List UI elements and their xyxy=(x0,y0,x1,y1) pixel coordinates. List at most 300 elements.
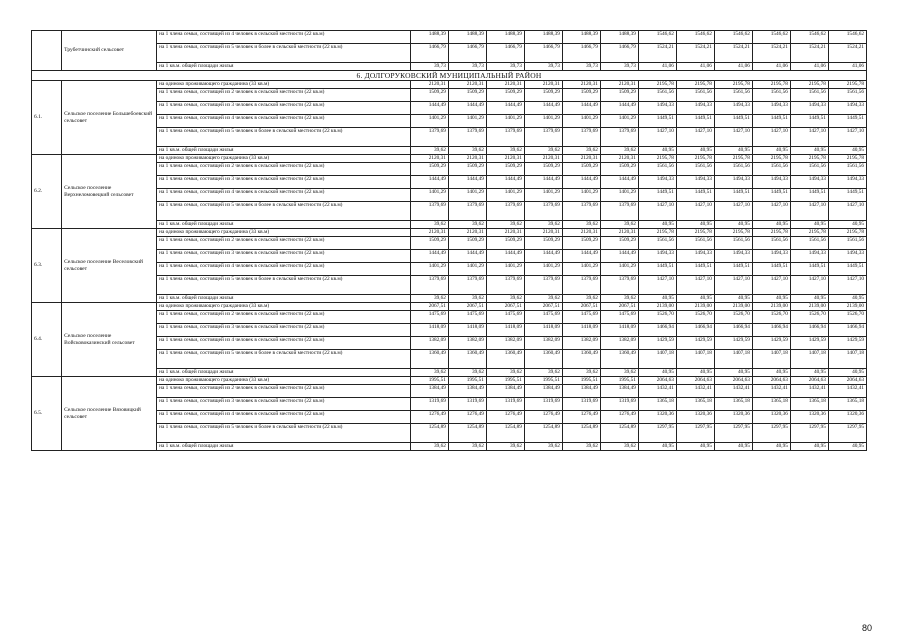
value-cell: 1384,49 xyxy=(486,385,524,398)
value-cell: 1494,33 xyxy=(638,250,676,263)
value-cell: 1444,49 xyxy=(448,176,486,189)
value-cell: 1546,62 xyxy=(676,31,714,44)
value-cell: 1427,10 xyxy=(714,128,752,147)
value-cell: 1561,56 xyxy=(638,89,676,102)
value-cell: 1429,59 xyxy=(676,337,714,350)
value-cell: 1379,69 xyxy=(562,128,600,147)
value-cell: 1432,41 xyxy=(714,385,752,398)
value-cell: 39,62 xyxy=(562,443,600,451)
value-cell: 1488,39 xyxy=(486,31,524,44)
value-cell: 1382,09 xyxy=(562,337,600,350)
value-cell: 2139,00 xyxy=(790,303,828,311)
value-cell: 39,62 xyxy=(410,369,448,377)
value-cell: 1407,18 xyxy=(828,350,866,369)
value-cell: 2064,63 xyxy=(790,377,828,385)
indicator-cell: на 1 члена семьи, состоящей из 4 человек в сельской местности (22 кв.м) xyxy=(157,189,411,202)
indicator-cell: на 1 кв.м. общей площади жилья xyxy=(157,295,411,303)
value-cell: 2120,31 xyxy=(486,229,524,237)
value-cell: 40,95 xyxy=(638,443,676,451)
value-cell: 1427,10 xyxy=(828,202,866,221)
indicator-cell: на 1 члена семьи, состоящей из 2 человек в сельской местности (22 кв.м) xyxy=(157,311,411,324)
value-cell: 40,95 xyxy=(676,369,714,377)
value-cell: 1444,49 xyxy=(410,250,448,263)
value-cell: 1401,29 xyxy=(524,115,562,128)
value-cell: 1401,29 xyxy=(486,189,524,202)
value-cell: 1494,33 xyxy=(676,176,714,189)
value-cell: 1379,69 xyxy=(410,276,448,295)
value-cell: 1365,18 xyxy=(828,398,866,411)
value-cell: 1429,59 xyxy=(714,337,752,350)
value-cell: 1379,69 xyxy=(486,202,524,221)
value-cell: 1379,69 xyxy=(600,128,638,147)
value-cell: 39,62 xyxy=(486,295,524,303)
value-cell: 1449,51 xyxy=(752,115,790,128)
section-header-row xyxy=(32,71,867,81)
value-cell: 1466,94 xyxy=(752,324,790,337)
value-cell: 39,73 xyxy=(410,63,448,71)
value-cell: 2120,31 xyxy=(486,155,524,163)
value-cell: 1526,70 xyxy=(790,311,828,324)
table-row xyxy=(32,89,867,102)
value-cell: 1494,33 xyxy=(790,102,828,115)
indicator-cell: на 1 члена семьи, состоящей из 4 человек в сельской местности (22 кв.м) xyxy=(157,263,411,276)
value-cell: 1384,49 xyxy=(524,385,562,398)
value-cell: 2120,31 xyxy=(562,81,600,89)
value-cell: 1444,49 xyxy=(524,176,562,189)
value-cell: 1509,29 xyxy=(486,89,524,102)
value-cell: 1444,49 xyxy=(486,176,524,189)
value-cell: 39,73 xyxy=(448,63,486,71)
value-cell: 40,95 xyxy=(676,443,714,451)
value-cell: 2120,31 xyxy=(562,155,600,163)
indicator-cell: на одиноко проживающего гражданина (33 кв.м) xyxy=(157,155,411,163)
indicator-cell: на 1 члена семьи, состоящей из 4 человек в сельской местности (22 кв.м) xyxy=(157,115,411,128)
value-cell: 1401,29 xyxy=(600,263,638,276)
value-cell: 1418,09 xyxy=(410,324,448,337)
value-cell: 1401,29 xyxy=(562,263,600,276)
value-cell: 1475,69 xyxy=(448,311,486,324)
value-cell: 1401,29 xyxy=(448,263,486,276)
value-cell: 1418,09 xyxy=(448,324,486,337)
value-cell: 1524,21 xyxy=(676,44,714,63)
value-cell: 39,62 xyxy=(448,369,486,377)
value-cell: 41,06 xyxy=(676,63,714,71)
value-cell: 1488,39 xyxy=(410,31,448,44)
value-cell: 40,95 xyxy=(828,369,866,377)
value-cell: 1509,29 xyxy=(600,89,638,102)
value-cell: 1401,29 xyxy=(562,115,600,128)
value-cell: 40,95 xyxy=(714,147,752,155)
value-cell: 1449,51 xyxy=(676,263,714,276)
value-cell: 1466,94 xyxy=(790,324,828,337)
value-cell: 1319,69 xyxy=(448,398,486,411)
value-cell: 2195,78 xyxy=(638,229,676,237)
value-cell: 1475,69 xyxy=(486,311,524,324)
value-cell: 1379,69 xyxy=(524,202,562,221)
value-cell: 40,95 xyxy=(714,369,752,377)
value-cell: 1444,49 xyxy=(600,250,638,263)
value-cell: 1360,49 xyxy=(562,350,600,369)
value-cell: 2120,31 xyxy=(524,155,562,163)
value-cell: 2139,00 xyxy=(676,303,714,311)
value-cell: 1995,51 xyxy=(600,377,638,385)
indicator-cell: на 1 кв.м. общей площади жилья xyxy=(157,63,411,71)
value-cell: 1297,95 xyxy=(790,424,828,443)
value-cell: 40,95 xyxy=(790,295,828,303)
value-cell: 39,62 xyxy=(448,147,486,155)
value-cell: 1509,29 xyxy=(410,89,448,102)
value-cell: 40,95 xyxy=(790,369,828,377)
value-cell: 1297,95 xyxy=(752,424,790,443)
value-cell: 1365,18 xyxy=(638,398,676,411)
table-row xyxy=(32,250,867,263)
value-cell: 1320,36 xyxy=(676,411,714,424)
value-cell: 1365,18 xyxy=(790,398,828,411)
value-cell: 1561,56 xyxy=(714,163,752,176)
value-cell: 1444,49 xyxy=(524,250,562,263)
value-cell: 1254,89 xyxy=(600,424,638,443)
value-cell: 1494,33 xyxy=(676,102,714,115)
value-cell: 1449,51 xyxy=(790,189,828,202)
value-cell: 1418,09 xyxy=(600,324,638,337)
value-cell: 1379,69 xyxy=(524,276,562,295)
value-cell: 1466,94 xyxy=(828,324,866,337)
indicator-cell: на 1 члена семьи, состоящей из 3 человек в сельской местности (22 кв.м) xyxy=(157,324,411,337)
value-cell: 1254,89 xyxy=(448,424,486,443)
value-cell: 40,95 xyxy=(828,443,866,451)
value-cell: 1401,29 xyxy=(410,115,448,128)
value-cell: 1509,29 xyxy=(410,163,448,176)
value-cell: 1561,56 xyxy=(828,163,866,176)
value-cell: 1382,09 xyxy=(524,337,562,350)
value-cell: 2120,31 xyxy=(600,81,638,89)
value-cell: 1561,56 xyxy=(714,89,752,102)
indicator-cell: на 1 члена семьи, состоящей из 5 человек и более в сельской местности (22 кв.м) xyxy=(157,424,411,443)
value-cell: 39,73 xyxy=(524,63,562,71)
value-cell: 1444,49 xyxy=(600,176,638,189)
value-cell: 1418,09 xyxy=(486,324,524,337)
value-cell: 1466,94 xyxy=(676,324,714,337)
value-cell: 1407,18 xyxy=(790,350,828,369)
value-cell: 1379,69 xyxy=(562,202,600,221)
value-cell: 1561,56 xyxy=(676,163,714,176)
value-cell: 1494,33 xyxy=(828,250,866,263)
value-cell: 2120,31 xyxy=(448,229,486,237)
value-cell: 39,62 xyxy=(600,369,638,377)
value-cell: 2195,78 xyxy=(676,229,714,237)
value-cell: 1365,18 xyxy=(714,398,752,411)
settlement-number: 6.1. xyxy=(32,81,62,155)
indicator-cell: на 1 члена семьи, состоящей из 3 человек в сельской местности (22 кв.м) xyxy=(157,398,411,411)
value-cell: 1401,29 xyxy=(600,115,638,128)
value-cell: 40,95 xyxy=(752,295,790,303)
value-cell: 1526,70 xyxy=(752,311,790,324)
value-cell: 1360,49 xyxy=(410,350,448,369)
value-cell: 40,95 xyxy=(790,147,828,155)
value-cell: 2064,63 xyxy=(714,377,752,385)
value-cell: 39,62 xyxy=(448,221,486,229)
value-cell: 1524,21 xyxy=(714,44,752,63)
value-cell: 1475,69 xyxy=(562,311,600,324)
indicator-cell: на 1 члена семьи, состоящей из 2 человек в сельской местности (22 кв.м) xyxy=(157,89,411,102)
value-cell: 39,62 xyxy=(524,369,562,377)
value-cell: 1561,56 xyxy=(828,89,866,102)
table-row xyxy=(32,128,867,147)
value-cell: 39,62 xyxy=(410,147,448,155)
value-cell: 1466,79 xyxy=(600,44,638,63)
table-row xyxy=(32,295,867,303)
value-cell: 39,73 xyxy=(486,63,524,71)
value-cell: 1401,29 xyxy=(486,115,524,128)
value-cell: 2195,78 xyxy=(638,155,676,163)
value-cell: 1449,51 xyxy=(638,263,676,276)
value-cell: 40,95 xyxy=(752,369,790,377)
table-row xyxy=(32,424,867,443)
value-cell: 1509,29 xyxy=(562,89,600,102)
table-row xyxy=(32,263,867,276)
value-cell: 1319,69 xyxy=(600,398,638,411)
table-row xyxy=(32,369,867,377)
value-cell: 1365,18 xyxy=(676,398,714,411)
value-cell: 1494,33 xyxy=(828,176,866,189)
value-cell: 2064,63 xyxy=(638,377,676,385)
value-cell: 1449,51 xyxy=(790,263,828,276)
indicator-cell: на 1 члена семьи, состоящей из 5 человек и более в сельской местности (22 кв.м) xyxy=(157,276,411,295)
indicator-cell: на 1 члена семьи, состоящей из 2 человек в сельской местности (22 кв.м) xyxy=(157,385,411,398)
value-cell: 1995,51 xyxy=(448,377,486,385)
value-cell: 1427,10 xyxy=(828,128,866,147)
value-cell: 1466,79 xyxy=(410,44,448,63)
value-cell: 1401,29 xyxy=(410,189,448,202)
value-cell: 1254,89 xyxy=(562,424,600,443)
indicator-cell: на 1 кв.м. общей площади жилья xyxy=(157,147,411,155)
value-cell: 1475,69 xyxy=(410,311,448,324)
table-row xyxy=(32,102,867,115)
value-cell: 1494,33 xyxy=(714,176,752,189)
value-cell: 2064,63 xyxy=(828,377,866,385)
value-cell: 1494,33 xyxy=(676,250,714,263)
indicator-cell: на 1 члена семьи, состоящей из 4 человек в сельской местности (22 кв.м) xyxy=(157,411,411,424)
table-row xyxy=(32,163,867,176)
table-row xyxy=(32,229,867,237)
value-cell: 2120,31 xyxy=(448,155,486,163)
value-cell: 1401,29 xyxy=(600,189,638,202)
value-cell: 2195,78 xyxy=(752,155,790,163)
value-cell: 1407,18 xyxy=(752,350,790,369)
value-cell: 40,95 xyxy=(828,147,866,155)
value-cell: 40,95 xyxy=(676,147,714,155)
section-title: 6. ДОЛГОРУКОВСКИЙ МУНИЦИПАЛЬНЫЙ РАЙОН xyxy=(32,71,867,81)
table-row xyxy=(32,189,867,202)
table-row xyxy=(32,276,867,295)
value-cell: 1432,41 xyxy=(752,385,790,398)
table-row xyxy=(32,155,867,163)
value-cell: 1488,39 xyxy=(562,31,600,44)
value-cell: 1360,49 xyxy=(486,350,524,369)
value-cell: 1427,10 xyxy=(752,128,790,147)
value-cell: 1319,69 xyxy=(486,398,524,411)
value-cell: 1494,33 xyxy=(752,176,790,189)
settlement-name: Сельское поселение Вязовицкий сельсовет xyxy=(62,377,157,451)
value-cell: 1319,69 xyxy=(562,398,600,411)
value-cell: 1494,33 xyxy=(790,250,828,263)
value-cell: 1995,51 xyxy=(524,377,562,385)
value-cell: 1561,56 xyxy=(676,89,714,102)
value-cell: 39,62 xyxy=(524,147,562,155)
value-cell: 2139,00 xyxy=(638,303,676,311)
value-cell: 1379,69 xyxy=(448,202,486,221)
table-row xyxy=(32,411,867,424)
value-cell: 1546,62 xyxy=(790,31,828,44)
table-row xyxy=(32,311,867,324)
indicator-cell: на 1 члена семьи, состоящей из 2 человек в сельской местности (22 кв.м) xyxy=(157,237,411,250)
value-cell: 2195,78 xyxy=(828,81,866,89)
value-cell: 39,62 xyxy=(448,443,486,451)
value-cell: 1379,69 xyxy=(410,202,448,221)
value-cell: 1427,10 xyxy=(676,128,714,147)
indicator-cell: на 1 члена семьи, состоящей из 5 человек и более в сельской местности (22 кв.м) xyxy=(157,128,411,147)
indicator-cell: на 1 члена семьи, состоящей из 3 человек в сельской местности (22 кв.м) xyxy=(157,176,411,189)
value-cell: 1561,56 xyxy=(752,237,790,250)
value-cell: 39,62 xyxy=(410,221,448,229)
value-cell: 1488,39 xyxy=(448,31,486,44)
indicator-cell: на 1 члена семьи, состоящей из 5 человек и более в сельской местности (22 кв.м) xyxy=(157,202,411,221)
value-cell: 2120,31 xyxy=(410,155,448,163)
value-cell: 1429,59 xyxy=(828,337,866,350)
value-cell: 1466,79 xyxy=(524,44,562,63)
value-cell: 1509,29 xyxy=(486,163,524,176)
table-row xyxy=(32,31,867,44)
value-cell: 1382,09 xyxy=(600,337,638,350)
value-cell: 39,73 xyxy=(562,63,600,71)
value-cell: 1509,29 xyxy=(600,163,638,176)
value-cell: 1995,51 xyxy=(562,377,600,385)
value-cell: 1444,49 xyxy=(600,102,638,115)
value-cell: 1449,51 xyxy=(752,189,790,202)
value-cell: 1382,09 xyxy=(448,337,486,350)
value-cell: 2067,51 xyxy=(486,303,524,311)
value-cell: 1379,69 xyxy=(486,128,524,147)
value-cell: 1401,29 xyxy=(448,115,486,128)
value-cell: 1494,33 xyxy=(638,102,676,115)
value-cell: 1524,21 xyxy=(790,44,828,63)
value-cell: 39,62 xyxy=(600,295,638,303)
value-cell: 1427,10 xyxy=(714,276,752,295)
value-cell: 1360,49 xyxy=(448,350,486,369)
value-cell: 41,06 xyxy=(828,63,866,71)
value-cell: 1509,29 xyxy=(448,89,486,102)
value-cell: 2195,78 xyxy=(752,229,790,237)
value-cell: 2195,78 xyxy=(790,155,828,163)
value-cell: 1379,69 xyxy=(448,276,486,295)
indicator-cell: на 1 члена семьи, состоящей из 3 человек в сельской местности (22 кв.м) xyxy=(157,102,411,115)
value-cell: 1546,62 xyxy=(828,31,866,44)
value-cell: 1427,10 xyxy=(752,202,790,221)
value-cell: 40,95 xyxy=(790,443,828,451)
value-cell: 1444,49 xyxy=(562,102,600,115)
value-cell: 40,95 xyxy=(752,221,790,229)
value-cell: 1379,69 xyxy=(410,128,448,147)
value-cell: 1561,56 xyxy=(790,163,828,176)
value-cell: 40,95 xyxy=(828,221,866,229)
value-cell: 2120,31 xyxy=(448,81,486,89)
value-cell: 40,95 xyxy=(828,295,866,303)
value-cell: 39,62 xyxy=(524,295,562,303)
value-cell: 1509,29 xyxy=(524,163,562,176)
value-cell: 1360,49 xyxy=(600,350,638,369)
value-cell: 1561,56 xyxy=(790,237,828,250)
value-cell: 1432,41 xyxy=(638,385,676,398)
value-cell: 1401,29 xyxy=(562,189,600,202)
value-cell: 1407,18 xyxy=(676,350,714,369)
value-cell: 1444,49 xyxy=(448,102,486,115)
value-cell: 2139,00 xyxy=(828,303,866,311)
value-cell: 39,62 xyxy=(600,221,638,229)
table-row xyxy=(32,237,867,250)
value-cell: 39,62 xyxy=(600,147,638,155)
table-row xyxy=(32,337,867,350)
value-cell: 1427,10 xyxy=(638,202,676,221)
value-cell: 40,95 xyxy=(714,295,752,303)
value-cell: 1320,36 xyxy=(828,411,866,424)
value-cell: 1494,33 xyxy=(828,102,866,115)
value-cell: 40,95 xyxy=(638,369,676,377)
settlement-name: Сельское поселение Большебоевский сельсовет xyxy=(62,81,157,155)
value-cell: 1297,95 xyxy=(828,424,866,443)
value-cell: 1365,18 xyxy=(752,398,790,411)
value-cell: 1494,33 xyxy=(752,102,790,115)
value-cell: 1427,10 xyxy=(790,276,828,295)
value-cell: 1494,33 xyxy=(638,176,676,189)
value-cell: 2195,78 xyxy=(714,229,752,237)
value-cell: 40,95 xyxy=(638,147,676,155)
value-cell: 1524,21 xyxy=(638,44,676,63)
value-cell: 1466,94 xyxy=(638,324,676,337)
value-cell: 1509,29 xyxy=(600,237,638,250)
table-row xyxy=(32,221,867,229)
value-cell: 1427,10 xyxy=(790,202,828,221)
indicator-cell: на 1 члена семьи, состоящей из 5 человек и более в сельской местности (22 кв.м) xyxy=(157,350,411,369)
value-cell: 1444,49 xyxy=(524,102,562,115)
value-cell: 1449,51 xyxy=(714,263,752,276)
value-cell: 1276,49 xyxy=(600,411,638,424)
value-cell: 1444,49 xyxy=(410,102,448,115)
value-cell: 1524,21 xyxy=(828,44,866,63)
value-cell: 1297,95 xyxy=(676,424,714,443)
table-row xyxy=(32,443,867,451)
value-cell: 1561,56 xyxy=(752,89,790,102)
value-cell: 2120,31 xyxy=(562,229,600,237)
value-cell: 1427,10 xyxy=(752,276,790,295)
value-cell: 1407,18 xyxy=(638,350,676,369)
value-cell: 1432,41 xyxy=(828,385,866,398)
value-cell: 1449,51 xyxy=(714,189,752,202)
table-row xyxy=(32,350,867,369)
table-row xyxy=(32,81,867,89)
value-cell: 1384,49 xyxy=(410,385,448,398)
value-cell: 1297,95 xyxy=(714,424,752,443)
value-cell: 39,73 xyxy=(600,63,638,71)
value-cell: 2064,63 xyxy=(676,377,714,385)
value-cell: 39,62 xyxy=(562,369,600,377)
value-cell: 1432,41 xyxy=(676,385,714,398)
value-cell: 1429,59 xyxy=(790,337,828,350)
value-cell: 1320,36 xyxy=(790,411,828,424)
value-cell: 40,95 xyxy=(676,221,714,229)
value-cell: 2195,78 xyxy=(676,155,714,163)
value-cell: 1320,36 xyxy=(714,411,752,424)
value-cell: 1444,49 xyxy=(486,250,524,263)
